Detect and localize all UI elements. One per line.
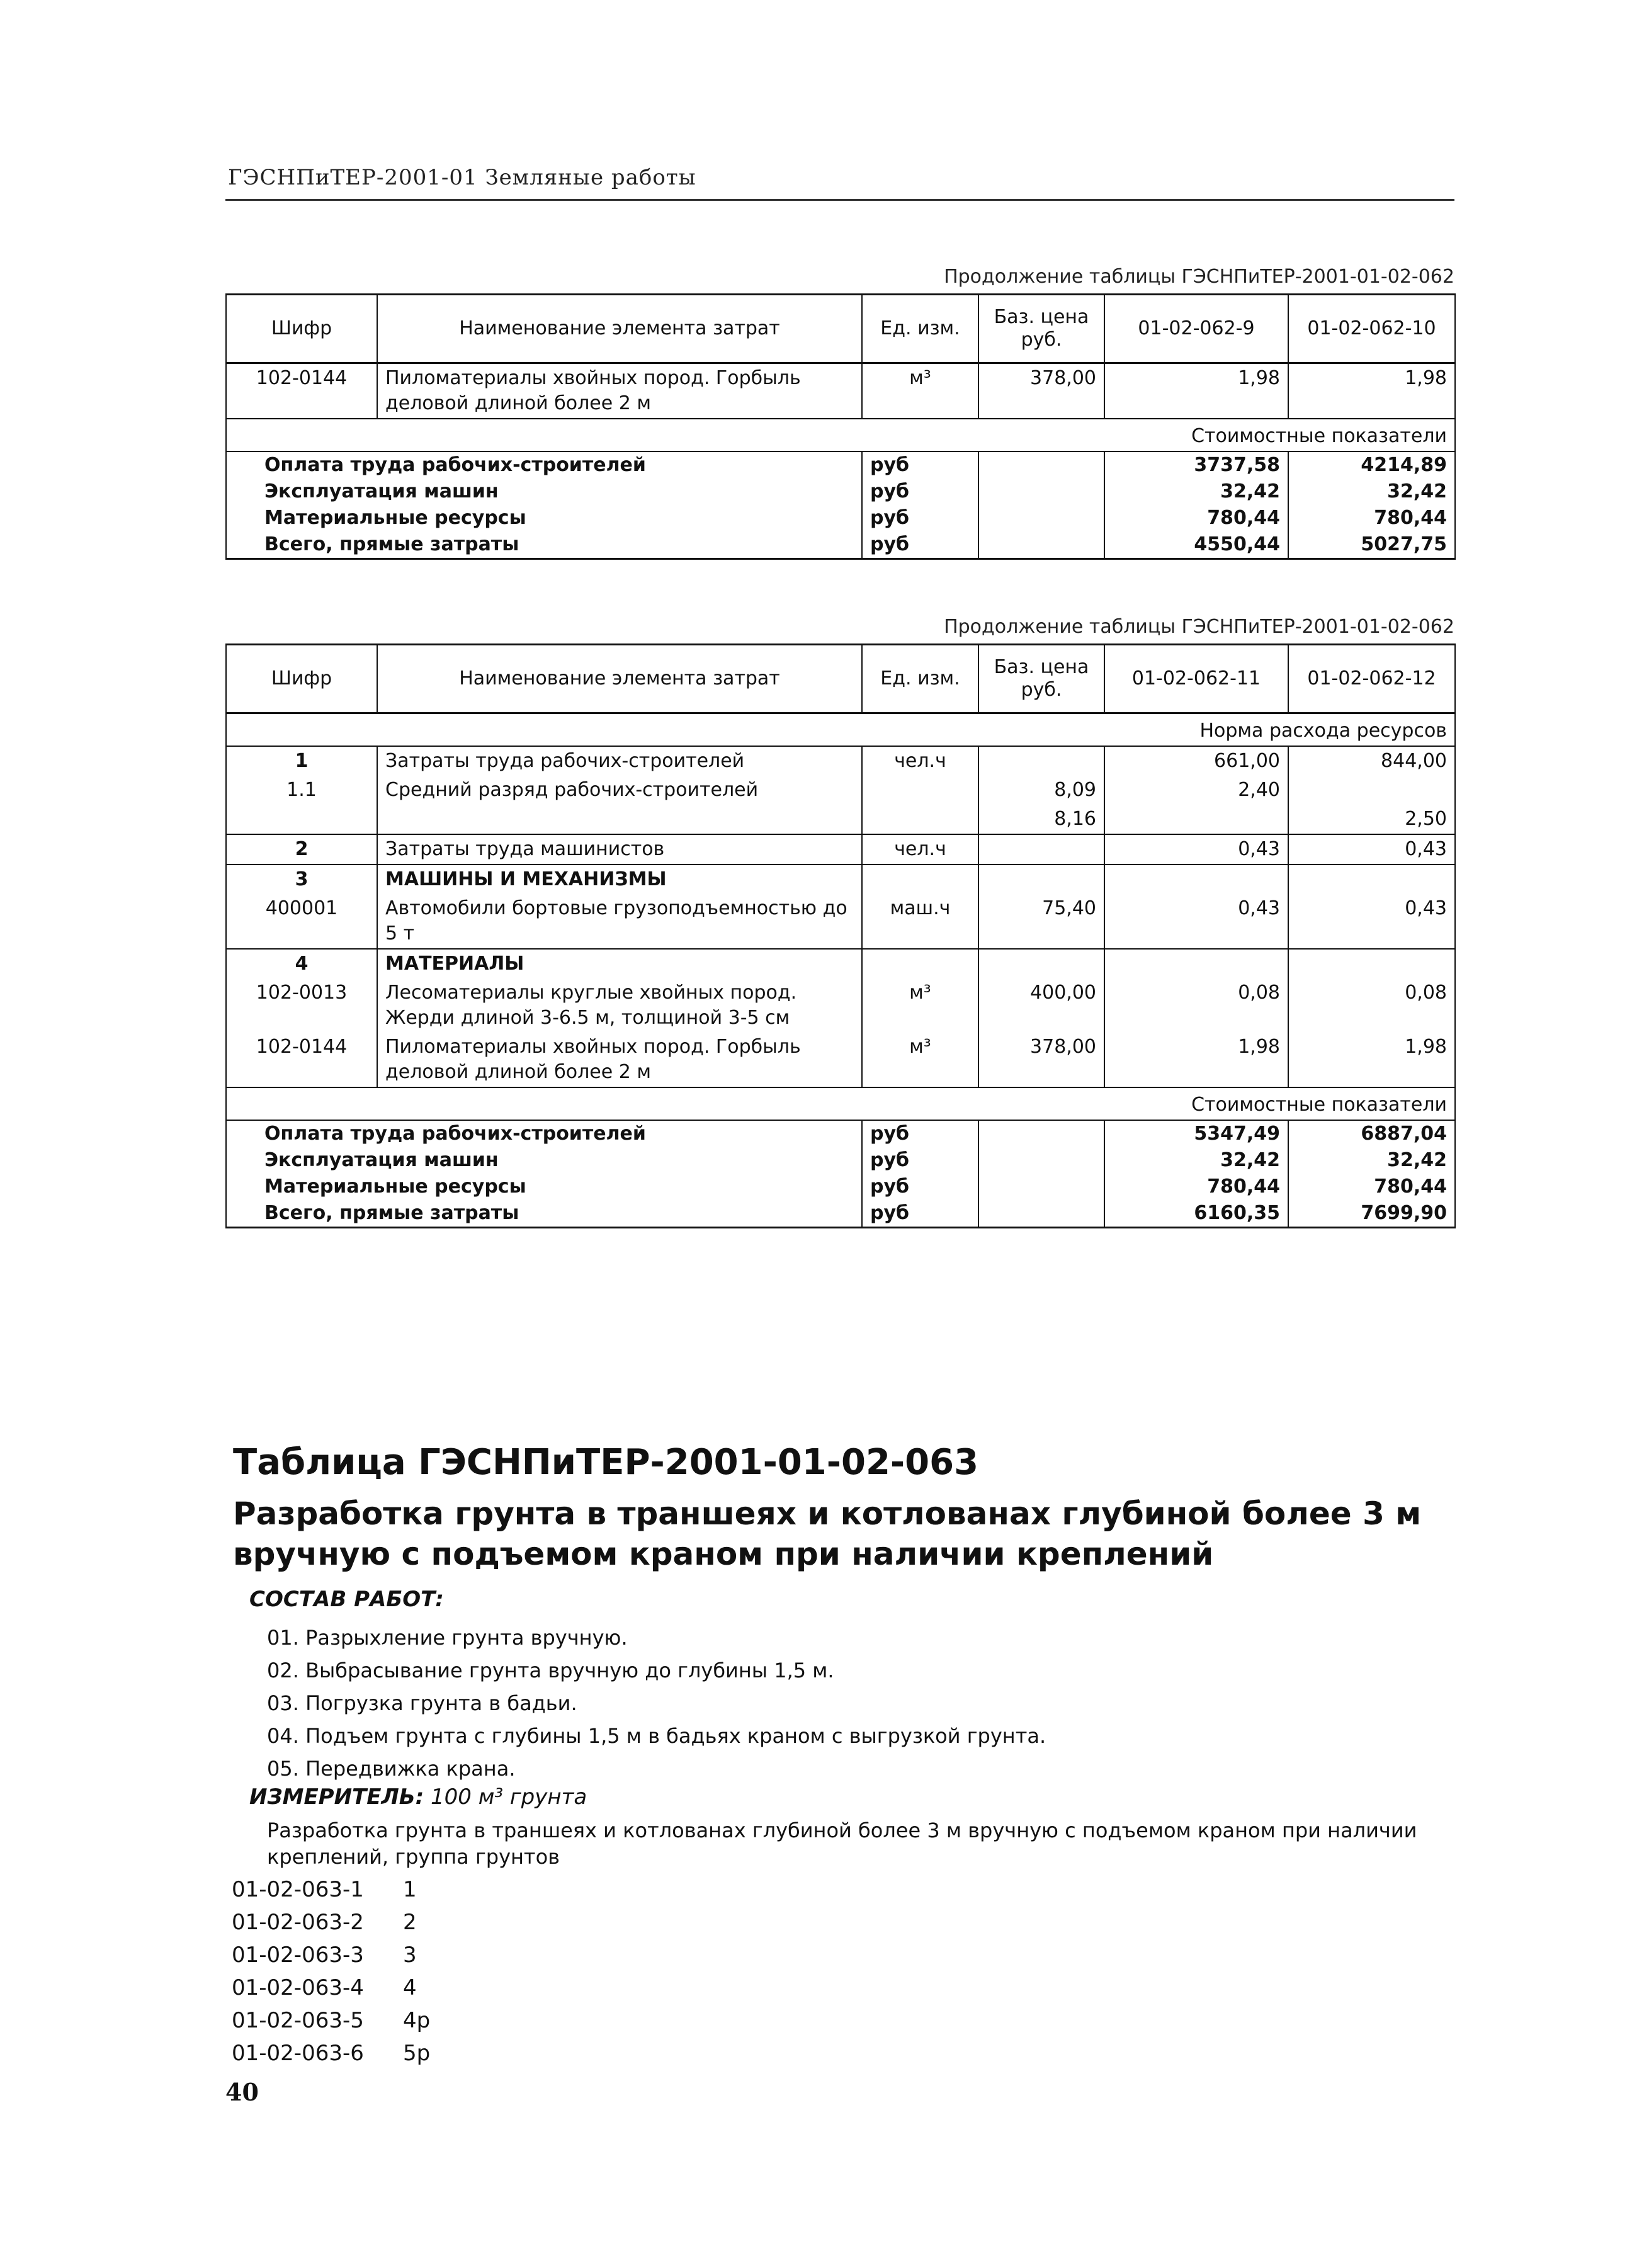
page-number: 40 bbox=[225, 2078, 259, 2106]
cost-b: 780,44 bbox=[1288, 505, 1455, 531]
cost-label: Материальные ресурсы bbox=[226, 505, 862, 531]
table-row bbox=[226, 1033, 1455, 1087]
col-header-b: 01-02-062-10 bbox=[1288, 295, 1455, 363]
table-row bbox=[226, 746, 1455, 776]
cell-unit bbox=[862, 776, 978, 805]
cost-unit: руб bbox=[862, 1120, 978, 1147]
col-header-a: 01-02-062-9 bbox=[1104, 295, 1288, 363]
cell-code: 2 bbox=[226, 834, 377, 865]
cell-price: 8,16 bbox=[978, 805, 1104, 834]
cell-b: 1,98 bbox=[1288, 1033, 1455, 1087]
cell-unit: чел.ч bbox=[862, 746, 978, 776]
cell-a bbox=[1104, 949, 1288, 978]
cell-name: Пиломатериалы хвойных пород. Горбыль деловой длиной более 2 м bbox=[377, 1033, 862, 1087]
cost-label: Эксплуатация машин bbox=[226, 1147, 862, 1174]
section-subtitle: Разработка грунта в траншеях и котлованах глубиной более 3 м вручную с подъемом краном при наличии креплений bbox=[233, 1495, 1422, 1572]
cell-b: 844,00 bbox=[1288, 746, 1455, 776]
cell-code: 102-0144 bbox=[226, 1033, 377, 1087]
section-title: Таблица ГЭСНПиТЕР-2001-01-02-063 bbox=[233, 1442, 979, 1483]
list-item bbox=[232, 2004, 430, 2037]
cost-unit: руб bbox=[862, 505, 978, 531]
izmeritel-label: ИЗМЕРИТЕЛЬ: bbox=[249, 1784, 424, 1810]
cell-name: Затраты труда машинистов bbox=[377, 834, 862, 865]
cost-b: 4214,89 bbox=[1288, 451, 1455, 479]
section-row bbox=[226, 713, 1455, 747]
group: 2 bbox=[403, 1910, 417, 1935]
list-item bbox=[232, 2037, 430, 2070]
norm-section-label: Норма расхода ресурсов bbox=[226, 713, 1455, 747]
cost-row bbox=[226, 505, 1455, 531]
cell-name: МАТЕРИАЛЫ bbox=[377, 949, 862, 978]
table2 bbox=[225, 644, 1456, 1228]
code: 01-02-063-2 bbox=[232, 1910, 364, 1935]
cost-row bbox=[226, 1120, 1455, 1147]
cost-a: 780,44 bbox=[1104, 1174, 1288, 1200]
cell-price bbox=[978, 865, 1104, 894]
cell-unit: м³ bbox=[862, 1033, 978, 1087]
table-row bbox=[226, 894, 1455, 949]
col-header-price: Баз. цена руб. bbox=[978, 645, 1104, 713]
cost-a: 3737,58 bbox=[1104, 451, 1288, 479]
cell-unit: м³ bbox=[862, 363, 978, 419]
cell-code bbox=[226, 805, 377, 834]
cost-row bbox=[226, 1200, 1455, 1228]
cost-section-label: Стоимостные показатели bbox=[226, 1087, 1455, 1120]
col-header-name: Наименование элемента затрат bbox=[377, 295, 862, 363]
cost-a: 5347,49 bbox=[1104, 1120, 1288, 1147]
cell-unit bbox=[862, 949, 978, 978]
header-rule bbox=[225, 199, 1454, 201]
cell-price: 400,00 bbox=[978, 978, 1104, 1033]
code-list bbox=[232, 1873, 430, 2070]
col-header-a: 01-02-062-11 bbox=[1104, 645, 1288, 713]
group: 4 bbox=[403, 1975, 417, 2000]
list-item: 03. Погрузка грунта в бадьи. bbox=[267, 1691, 577, 1715]
cost-label: Всего, прямые затраты bbox=[226, 531, 862, 559]
cell-price bbox=[978, 746, 1104, 776]
cell-price bbox=[978, 834, 1104, 865]
col-header-b: 01-02-062-12 bbox=[1288, 645, 1455, 713]
cell-price: 75,40 bbox=[978, 894, 1104, 949]
col-header-unit: Ед. изм. bbox=[862, 645, 978, 713]
table-row bbox=[226, 805, 1455, 834]
cell-price: 8,09 bbox=[978, 776, 1104, 805]
code: 01-02-063-5 bbox=[232, 2008, 364, 2033]
cell-code: 400001 bbox=[226, 894, 377, 949]
cost-label: Эксплуатация машин bbox=[226, 479, 862, 505]
table1 bbox=[225, 293, 1456, 560]
col-header-name: Наименование элемента затрат bbox=[377, 645, 862, 713]
section-row bbox=[226, 1087, 1455, 1120]
cell-a: 0,08 bbox=[1104, 978, 1288, 1033]
work-list bbox=[267, 1621, 1046, 1785]
cell-price: 378,00 bbox=[978, 1033, 1104, 1087]
table-row bbox=[226, 776, 1455, 805]
cell-b bbox=[1288, 949, 1455, 978]
code: 01-02-063-1 bbox=[232, 1877, 364, 1902]
cell-a: 0,43 bbox=[1104, 894, 1288, 949]
cell-a: 2,40 bbox=[1104, 776, 1288, 805]
cell-b: 0,08 bbox=[1288, 978, 1455, 1033]
cell-name: Средний разряд рабочих-строителей bbox=[377, 776, 862, 805]
cost-a: 780,44 bbox=[1104, 505, 1288, 531]
cost-b: 5027,75 bbox=[1288, 531, 1455, 559]
cell-a bbox=[1104, 805, 1288, 834]
group: 5р bbox=[403, 2041, 431, 2066]
section-row bbox=[226, 419, 1455, 451]
cost-label: Оплата труда рабочих-строителей bbox=[226, 1120, 862, 1147]
cell-b: 0,43 bbox=[1288, 894, 1455, 949]
cell-a: 0,43 bbox=[1104, 834, 1288, 865]
group: 3 bbox=[403, 1942, 417, 1968]
cost-b: 32,42 bbox=[1288, 1147, 1455, 1174]
list-item bbox=[232, 1873, 430, 1906]
table1-header-row bbox=[226, 295, 1455, 363]
running-header: ГЭСНПиТЕР-2001-01 Земляные работы bbox=[228, 165, 696, 190]
col-header-price: Баз. цена руб. bbox=[978, 295, 1104, 363]
sostav-label: СОСТАВ РАБОТ: bbox=[249, 1587, 444, 1612]
cost-row bbox=[226, 479, 1455, 505]
cell-code: 3 bbox=[226, 865, 377, 894]
cell-code: 1 bbox=[226, 746, 377, 776]
cost-unit: руб bbox=[862, 451, 978, 479]
cell-code: 4 bbox=[226, 949, 377, 978]
cost-label: Материальные ресурсы bbox=[226, 1174, 862, 1200]
cost-unit: руб bbox=[862, 1200, 978, 1228]
cell-name: Затраты труда рабочих-строителей bbox=[377, 746, 862, 776]
cell-price bbox=[978, 949, 1104, 978]
cell-b bbox=[1288, 776, 1455, 805]
cell-name: Пиломатериалы хвойных пород. Горбыль деловой длиной более 2 м bbox=[377, 363, 862, 419]
cell-b bbox=[1288, 865, 1455, 894]
group: 1 bbox=[403, 1877, 417, 1902]
col-header-shifr: Шифр bbox=[226, 295, 377, 363]
list-item bbox=[232, 1971, 430, 2004]
group: 4р bbox=[403, 2008, 431, 2033]
cell-b: 0,43 bbox=[1288, 834, 1455, 865]
code: 01-02-063-3 bbox=[232, 1942, 364, 1968]
cost-row bbox=[226, 451, 1455, 479]
cost-b: 32,42 bbox=[1288, 479, 1455, 505]
izmeritel bbox=[249, 1784, 587, 1810]
cell-name: Лесоматериалы круглые хвойных пород. Жерди длиной 3-6.5 м, толщиной 3-5 см bbox=[377, 978, 862, 1033]
col-header-unit: Ед. изм. bbox=[862, 295, 978, 363]
cost-b: 780,44 bbox=[1288, 1174, 1455, 1200]
cell-a: 1,98 bbox=[1104, 1033, 1288, 1087]
cost-row bbox=[226, 531, 1455, 559]
cell-unit bbox=[862, 805, 978, 834]
cell-unit: м³ bbox=[862, 978, 978, 1033]
cost-section-label: Стоимостные показатели bbox=[226, 419, 1455, 451]
list-item bbox=[232, 1906, 430, 1939]
col-header-shifr: Шифр bbox=[226, 645, 377, 713]
list-item: 05. Передвижка крана. bbox=[267, 1757, 516, 1781]
cost-row bbox=[226, 1147, 1455, 1174]
cell-code: 1.1 bbox=[226, 776, 377, 805]
cell-price: 378,00 bbox=[978, 363, 1104, 419]
cell-name: МАШИНЫ И МЕХАНИЗМЫ bbox=[377, 865, 862, 894]
description: Разработка грунта в траншеях и котлованах глубиной более 3 м вручную с подъемом краном при наличии креплений, группа грунтов bbox=[267, 1818, 1417, 1869]
table1-caption: Продолжение таблицы ГЭСНПиТЕР-2001-01-02-062 bbox=[944, 266, 1454, 288]
cost-label: Оплата труда рабочих-строителей bbox=[226, 451, 862, 479]
list-item: 01. Разрыхление грунта вручную. bbox=[267, 1626, 628, 1650]
cost-unit: руб bbox=[862, 1147, 978, 1174]
cell-code: 102-0013 bbox=[226, 978, 377, 1033]
cost-a: 32,42 bbox=[1104, 479, 1288, 505]
table-row bbox=[226, 865, 1455, 894]
table2-caption: Продолжение таблицы ГЭСНПиТЕР-2001-01-02-062 bbox=[944, 616, 1454, 638]
cell-name bbox=[377, 805, 862, 834]
cost-unit: руб bbox=[862, 1174, 978, 1200]
cost-b: 7699,90 bbox=[1288, 1200, 1455, 1228]
cost-unit: руб bbox=[862, 479, 978, 505]
table-row bbox=[226, 978, 1455, 1033]
cell-b: 1,98 bbox=[1288, 363, 1455, 419]
cost-row bbox=[226, 1174, 1455, 1200]
cell-a bbox=[1104, 865, 1288, 894]
table2-header-row bbox=[226, 645, 1455, 713]
code: 01-02-063-6 bbox=[232, 2041, 364, 2066]
cost-a: 32,42 bbox=[1104, 1147, 1288, 1174]
table-row bbox=[226, 363, 1455, 419]
cell-unit bbox=[862, 865, 978, 894]
cost-a: 4550,44 bbox=[1104, 531, 1288, 559]
cell-unit: маш.ч bbox=[862, 894, 978, 949]
cell-a: 1,98 bbox=[1104, 363, 1288, 419]
table-row bbox=[226, 834, 1455, 865]
list-item bbox=[232, 1939, 430, 1971]
cost-b: 6887,04 bbox=[1288, 1120, 1455, 1147]
code: 01-02-063-4 bbox=[232, 1975, 364, 2000]
cell-a: 661,00 bbox=[1104, 746, 1288, 776]
cell-code: 102-0144 bbox=[226, 363, 377, 419]
table-row bbox=[226, 949, 1455, 978]
cost-a: 6160,35 bbox=[1104, 1200, 1288, 1228]
cell-unit: чел.ч bbox=[862, 834, 978, 865]
list-item: 04. Подъем грунта с глубины 1,5 м в бадьях краном с выгрузкой грунта. bbox=[267, 1724, 1046, 1748]
list-item: 02. Выбрасывание грунта вручную до глубины 1,5 м. bbox=[267, 1658, 834, 1682]
cost-label: Всего, прямые затраты bbox=[226, 1200, 862, 1228]
izmeritel-value: 100 м³ грунта bbox=[431, 1784, 587, 1810]
cell-b: 2,50 bbox=[1288, 805, 1455, 834]
cost-unit: руб bbox=[862, 531, 978, 559]
cell-name: Автомобили бортовые грузоподъемностью до 5 т bbox=[377, 894, 862, 949]
